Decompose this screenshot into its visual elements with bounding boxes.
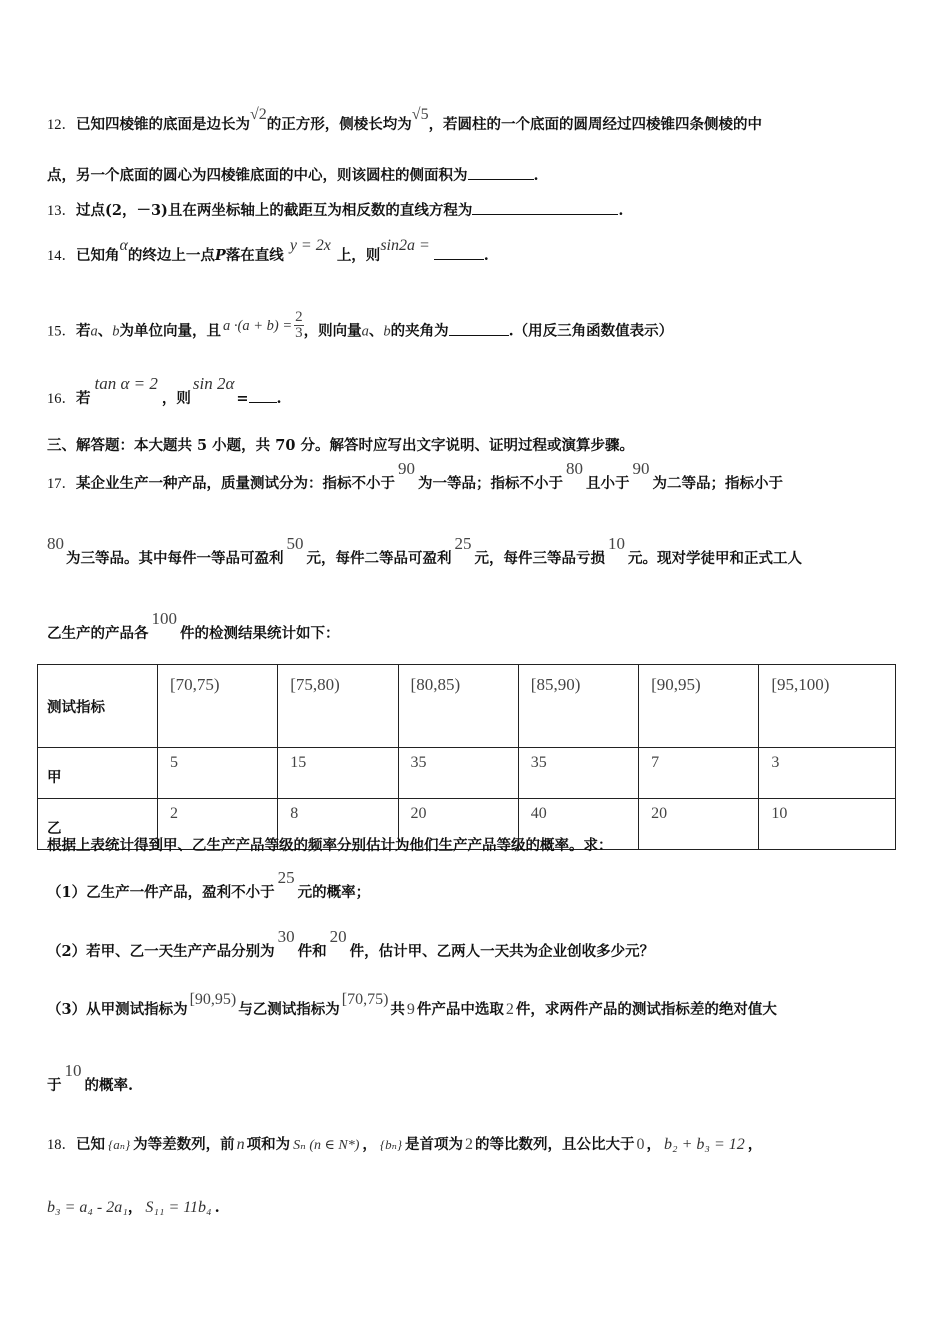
answer-blank[interactable] — [472, 200, 618, 215]
fraction-two-thirds: $\frac{2}{3}$ — [295, 309, 303, 341]
question-18-line-2: b₃ = a₄ - 2a₁， S₁₁ = 11b₄ . — [47, 1199, 220, 1216]
question-number: 12． — [47, 117, 76, 133]
line-equation: y = 2x — [289, 237, 331, 254]
question-number: 16． — [47, 391, 76, 407]
sqrt-2-expression: √2 — [250, 106, 267, 123]
question-number: 18． — [47, 1137, 76, 1153]
question-16: 16．若tan α = 2，则sin 2α= . — [47, 374, 282, 407]
column-header: [90,95) — [639, 665, 759, 748]
vector-expression: a ·(a + b) = — [223, 317, 293, 334]
table-cell: 5 — [158, 748, 278, 799]
question-17-line-2: 80为三等品。其中每件一等品可盈利50元，每件二等品可盈利25元，每件三等品亏损10元。现对学徒甲和正式工人 — [47, 534, 802, 567]
table-header-row — [38, 665, 896, 748]
header-cell: 测试指标 — [38, 665, 158, 748]
table-cell: 35 — [398, 748, 518, 799]
table-cell: 35 — [518, 748, 638, 799]
question-number: 14． — [47, 248, 76, 264]
question-14: 14．已知角α的终边上一点P落在直线y = 2x上，则sin2a =. — [47, 237, 489, 264]
table-cell: 15 — [278, 748, 398, 799]
table-cell: 3 — [759, 748, 896, 799]
table-cell: 20 — [398, 799, 518, 850]
answer-blank[interactable] — [434, 245, 484, 260]
table-row — [38, 748, 896, 799]
table-cell: 10 — [759, 799, 896, 850]
sin-expression: sin 2α — [192, 374, 235, 393]
sin-expression: sin2a = — [380, 237, 430, 254]
question-17-part-1: （1）乙生产一件产品，盈利不小于25元的概率； — [47, 868, 371, 901]
question-number: 15． — [47, 323, 76, 340]
question-12-line-2: 点，另一个底面的圆心为四棱锥底面的中心，则该圆柱的侧面积为 . — [47, 167, 539, 184]
question-number: 13． — [47, 203, 76, 219]
table-cell: 20 — [639, 799, 759, 850]
tan-expression: tan α = 2 — [94, 374, 158, 393]
question-18-line-1: 18．已知 {aₙ} 为等差数列，前 n 项和为 Sₙ (n ∈ N*) ， {bₙ} 是首项为 2 的等比数列，且公比大于 0 ， b₂ + b₃ = 12 ， — [47, 1136, 763, 1153]
column-header: [85,90) — [518, 665, 638, 748]
question-15: 15．若a、b为单位向量，且 a ·(a + b) = $\frac{2}{3}$ ，则向量a、b的夹角为 .（用反三角函数值表示） — [47, 309, 674, 341]
row-label: 甲 — [38, 748, 158, 799]
statistics-table — [37, 664, 896, 850]
table-cell: 40 — [518, 799, 638, 850]
question-17-part-3-end: 于10的概率. — [47, 1061, 134, 1094]
question-17-line-1: 17．某企业生产一种产品，质量测试分为：指标不小于90为一等品；指标不小于80且小于90为二等品；指标小于 — [47, 459, 783, 492]
column-header: [95,100) — [759, 665, 896, 748]
column-header: [70,75) — [158, 665, 278, 748]
column-header: [80,85) — [398, 665, 518, 748]
answer-blank[interactable] — [468, 165, 534, 180]
alpha-symbol: α — [119, 237, 128, 254]
question-13: 13．过点(2，－3)且在两坐标轴上的截距互为相反数的直线方程为 . — [47, 202, 624, 219]
column-header: [75,80) — [278, 665, 398, 748]
answer-blank[interactable] — [449, 321, 509, 336]
table-cell: 7 — [639, 748, 759, 799]
question-17-intro: 根据上表统计得到甲、乙生产产品等级的频率分别估计为他们生产产品等级的概率。求： — [47, 837, 613, 854]
answer-blank[interactable] — [249, 388, 277, 403]
section-heading: 三、解答题：本大题共 5 小题，共 70 分。解答时应写出文字说明、证明过程或演算步骤。 — [47, 437, 634, 454]
sqrt-5-expression: √5 — [411, 106, 429, 123]
table-cell: 8 — [278, 799, 398, 850]
row-label: 乙 — [38, 799, 158, 850]
question-17-part-3: （3）从甲测试指标为[90,95)与乙测试指标为[70,75)共 9 件产品中选取 2 件，求两件产品的测试指标差的绝对值大 — [47, 991, 777, 1018]
question-17-line-3: 乙生产的产品各100件的检测结果统计如下： — [47, 609, 340, 642]
question-number: 17． — [47, 476, 76, 492]
question-12-line-1: 12．已知四棱锥的底面是边长为√2的正方形，侧棱长均为√5，若圆柱的一个底面的圆周经过四棱锥四条侧棱的中 — [47, 106, 763, 133]
table-cell: 2 — [158, 799, 278, 850]
question-17-part-2: （2）若甲、乙一天生产产品分别为30件和20件，估计甲、乙两人一天共为企业创收多少元？ — [47, 927, 655, 960]
